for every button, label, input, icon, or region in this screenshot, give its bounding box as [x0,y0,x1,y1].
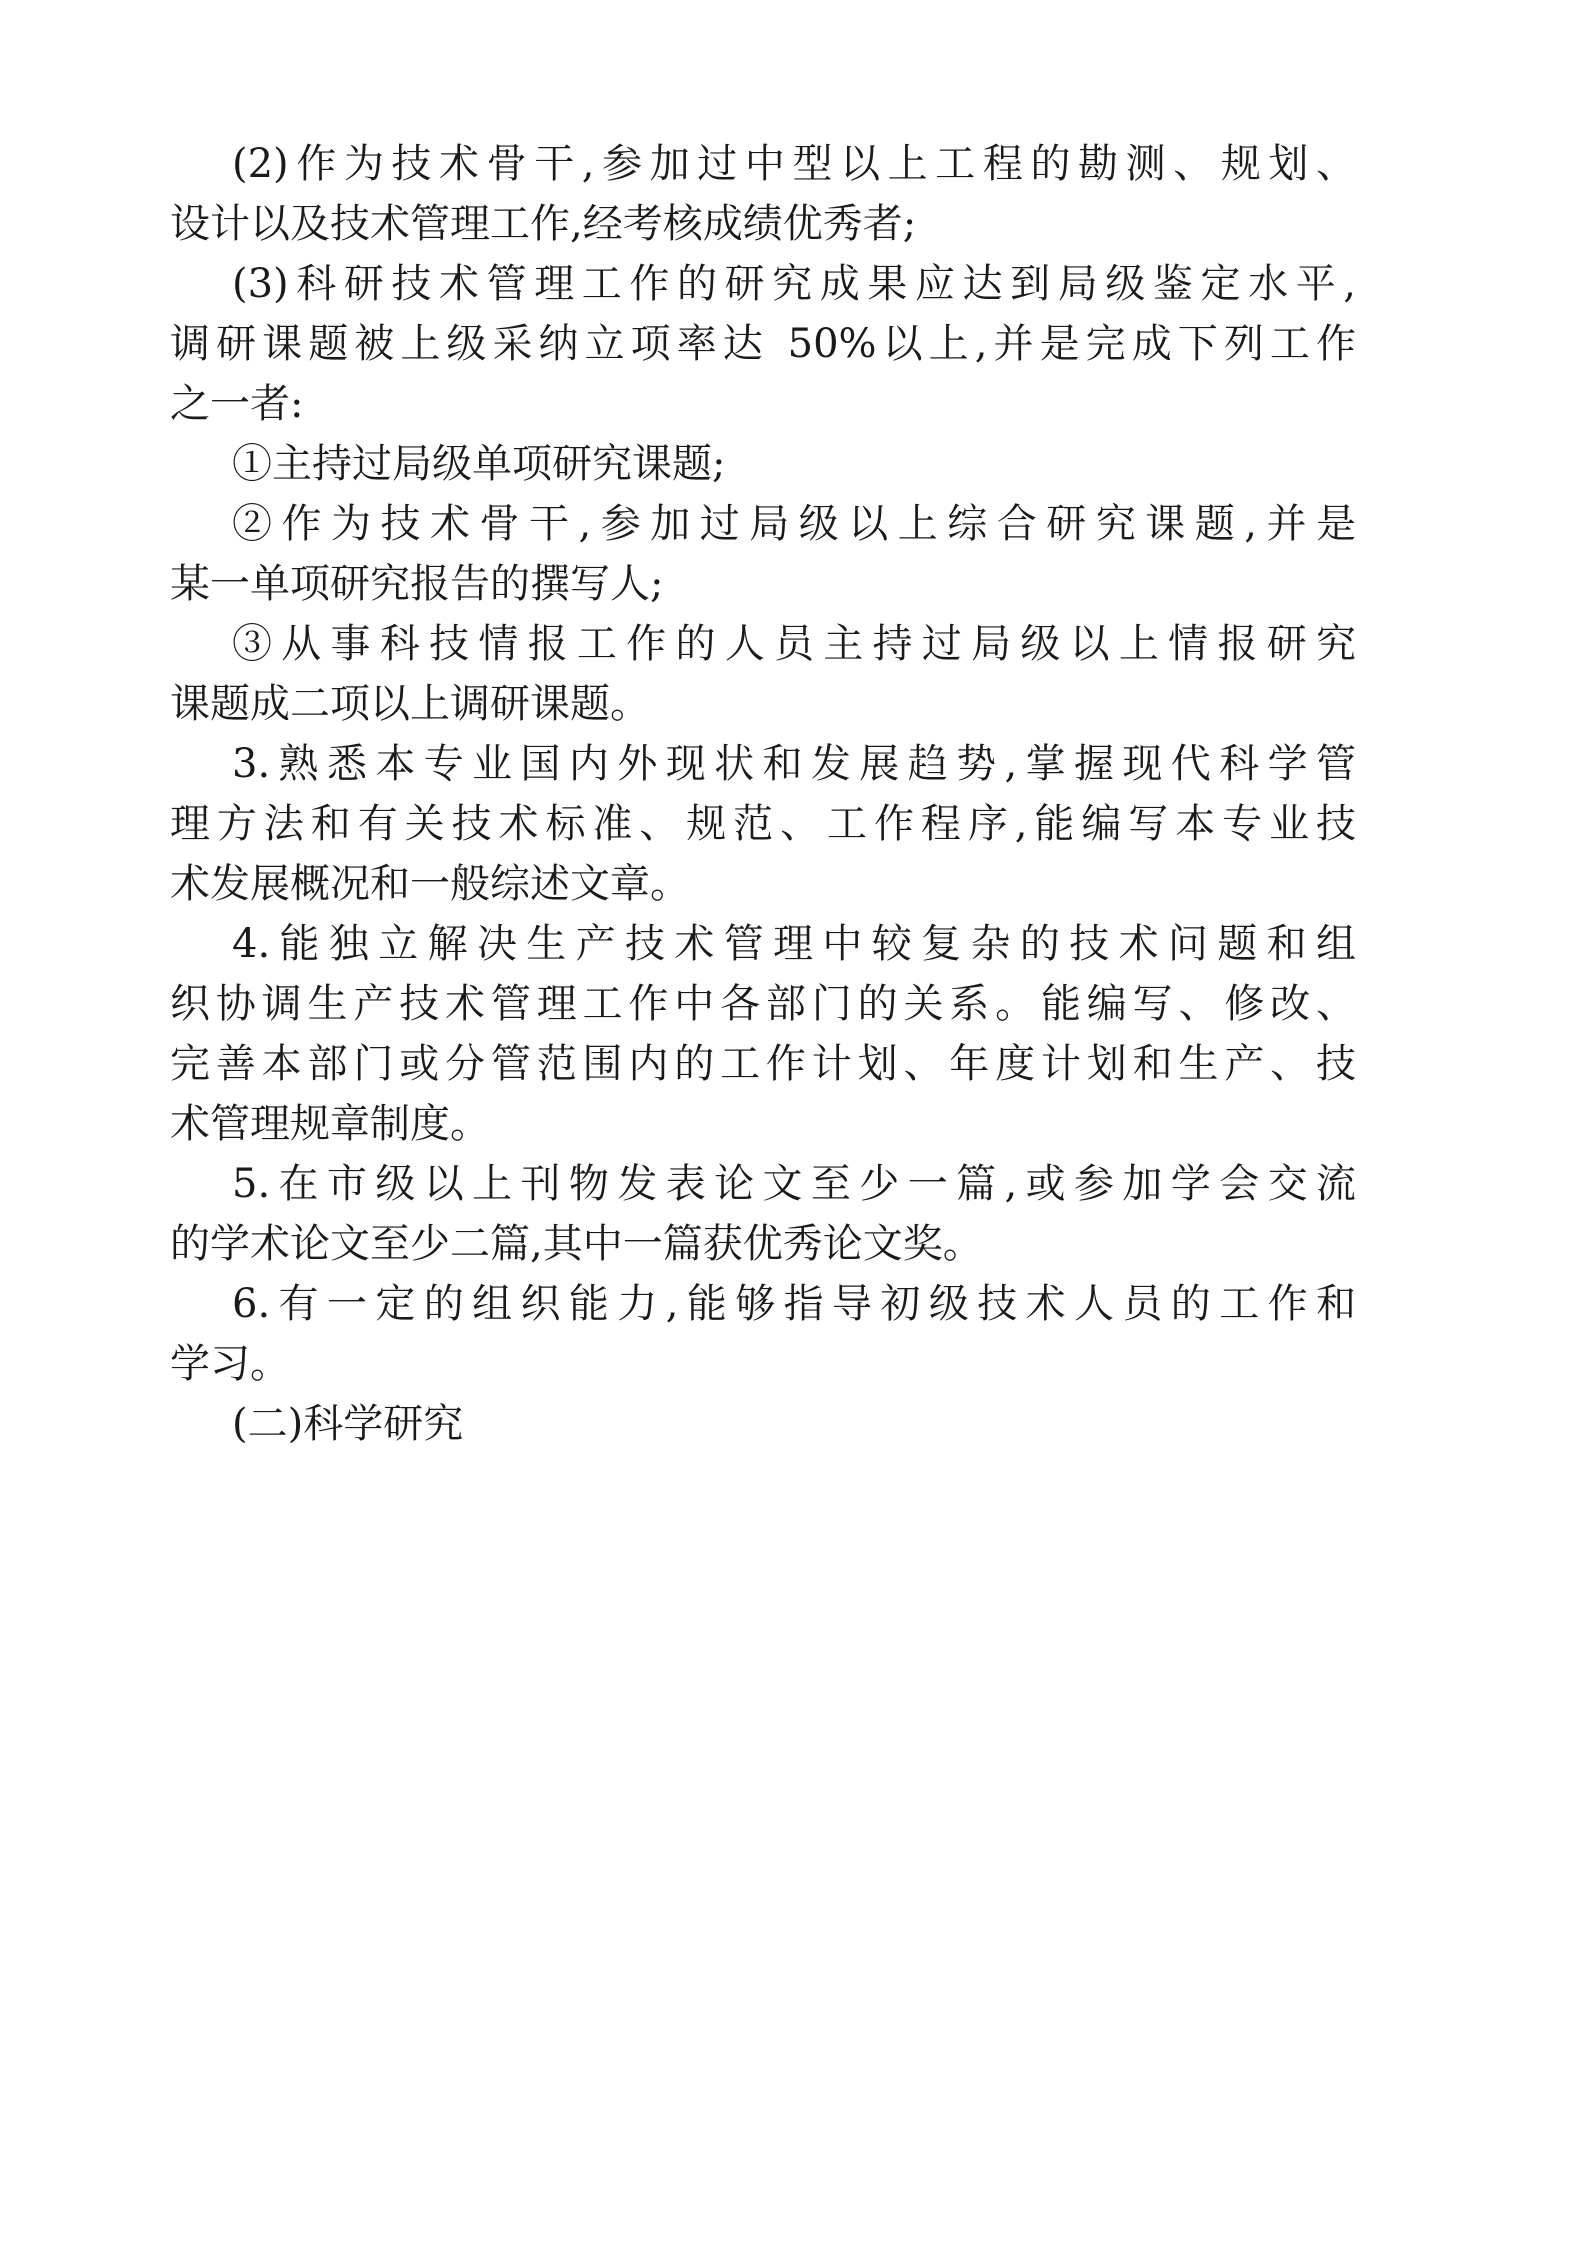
text-line: 学习。 [170,1341,290,1387]
text-line: (2)作为技术骨干,参加过中型以上工程的勘测、规划、 [232,141,1356,187]
text-line: 理方法和有关技术标准、规范、工作程序,能编写本专业技 [170,801,1356,847]
text-line: 术发展概况和一般综述文章。 [170,861,690,907]
text-line: 某一单项研究报告的撰写人; [170,561,664,607]
text-line: 设计以及技术管理工作,经考核成绩优秀者; [170,201,917,247]
section-heading: (二)科学研究 [232,1401,464,1447]
text-line: 调研课题被上级采纳立项率达 50%以上,并是完成下列工作 [170,321,1356,367]
text-line: 织协调生产技术管理工作中各部门的关系。能编写、修改、 [170,981,1356,1027]
text-line: 5.在市级以上刊物发表论文至少一篇,或参加学会交流 [232,1161,1356,1207]
text-line: 之一者: [170,381,304,427]
text-line: 完善本部门或分管范围内的工作计划、年度计划和生产、技 [170,1041,1356,1087]
text-line: 4.能独立解决生产技术管理中较复杂的技术问题和组 [232,921,1356,967]
text-line: 术管理规章制度。 [170,1101,490,1147]
text-line: 6.有一定的组织能力,能够指导初级技术人员的工作和 [232,1281,1356,1327]
text-line: 的学术论文至少二篇,其中一篇获优秀论文奖。 [170,1221,983,1267]
text-line: 课题成二项以上调研课题。 [170,681,650,727]
text-line: ①主持过局级单项研究课题; [232,441,726,487]
text-line: (3)科研技术管理工作的研究成果应达到局级鉴定水平, [232,261,1356,307]
text-line: ③从事科技情报工作的人员主持过局级以上情报研究 [232,621,1356,667]
text-line: ②作为技术骨干,参加过局级以上综合研究课题,并是 [232,501,1356,547]
text-line: 3.熟悉本专业国内外现状和发展趋势,掌握现代科学管 [232,741,1356,787]
